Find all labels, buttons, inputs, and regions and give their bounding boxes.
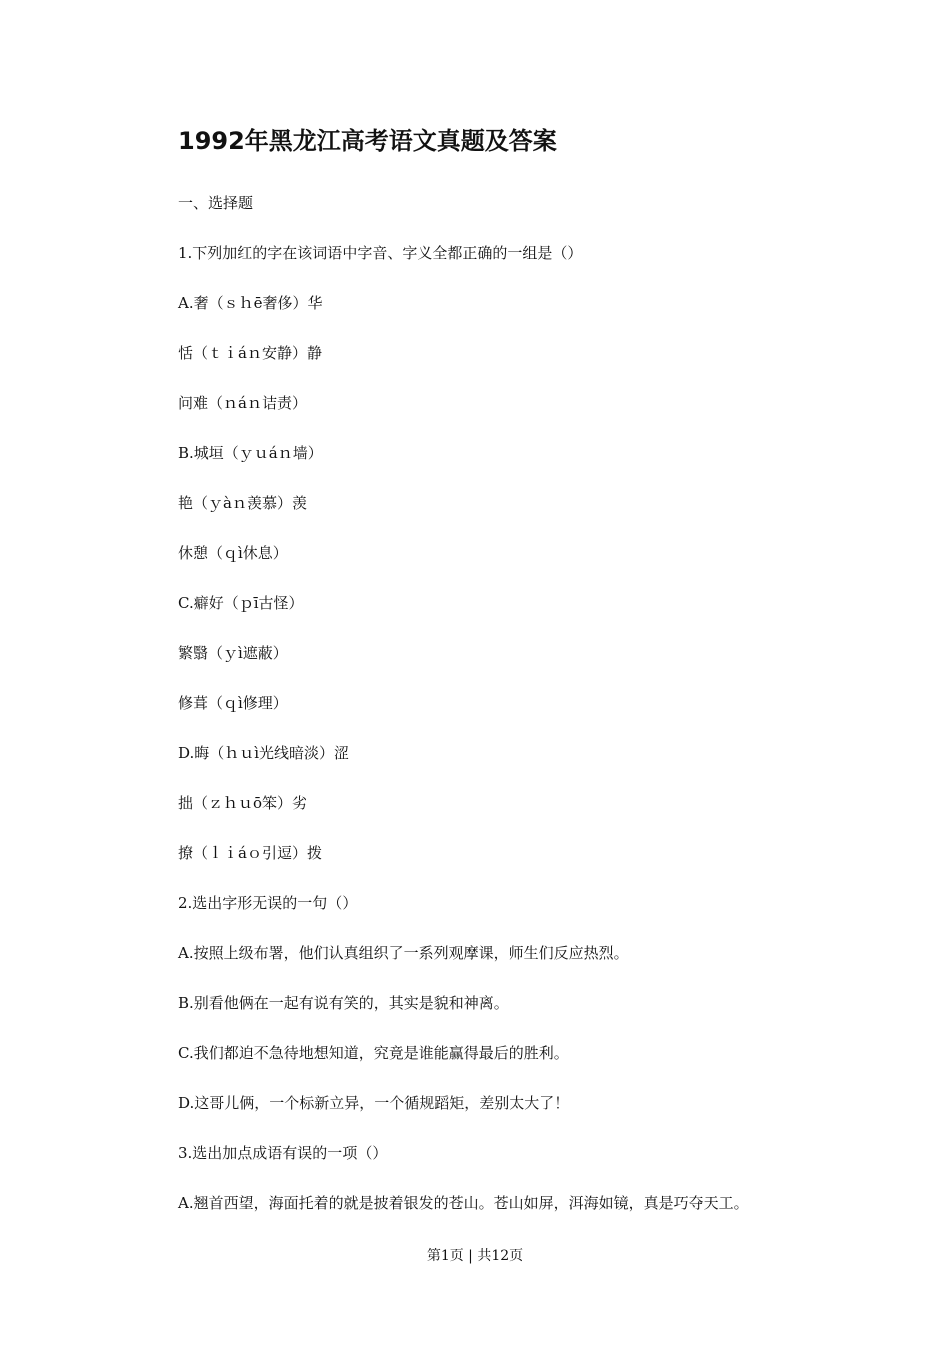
question-1-option-a-line-3: 问难（ｎáｎ诘责） — [178, 394, 307, 412]
question-1-option-c-line-3: 修葺（ｑì修理） — [178, 694, 288, 712]
question-2-option-b: B.别看他俩在一起有说有笑的，其实是貌和神离。 — [178, 994, 509, 1012]
question-2-option-d: D.这哥儿俩，一个标新立异，一个循规蹈矩，差别太大了！ — [178, 1094, 570, 1112]
question-1: 1.下列加红的字在该词语中字音、字义全都正确的一组是（） — [178, 244, 583, 262]
question-2-option-a: A.按照上级布署，他们认真组织了一系列观摩课，师生们反应热烈。 — [178, 944, 629, 962]
section-heading: 一、选择题 — [178, 194, 254, 212]
question-1-option-a-line-2: 恬（ｔｉáｎ安静）静 — [178, 344, 322, 362]
question-1-option-c-line-1: C.癖好（ｐī古怪） — [178, 594, 304, 612]
page-footer: 第1页 | 共12页 — [426, 1248, 524, 1264]
document-body — [178, 188, 878, 1238]
question-2: 2.选出字形无误的一句（） — [178, 894, 358, 912]
question-1-option-d-line-1: D.晦（ｈｕì光线暗淡）涩 — [178, 744, 350, 762]
document-title: 1992年黑龙江高考语文真题及答案 — [178, 127, 557, 155]
question-1-option-d-line-3: 撩（ｌｉáｏ引逗）拨 — [178, 844, 322, 862]
question-1-option-b-line-3: 休憩（ｑì休息） — [178, 544, 288, 562]
question-1-option-c-line-2: 繁翳（ｙì遮蔽） — [178, 644, 288, 662]
question-1-option-d-line-2: 拙（ｚｈｕō笨）劣 — [178, 794, 308, 812]
question-1-option-a-line-1: A.奢（ｓｈē奢侈）华 — [178, 294, 323, 312]
question-2-option-c: C.我们都迫不急待地想知道，究竟是谁能赢得最后的胜利。 — [178, 1044, 569, 1062]
question-1-option-b-line-1: B.城垣（ｙｕáｎ墙） — [178, 444, 323, 462]
question-3-option-a: A.翘首西望，海面托着的就是披着银发的苍山。苍山如屏，洱海如镜，真是巧夺天工。 — [178, 1194, 749, 1212]
question-3: 3.选出加点成语有误的一项（） — [178, 1144, 388, 1162]
question-1-option-b-line-2: 艳（ｙàｎ羡慕）羡 — [178, 494, 307, 512]
